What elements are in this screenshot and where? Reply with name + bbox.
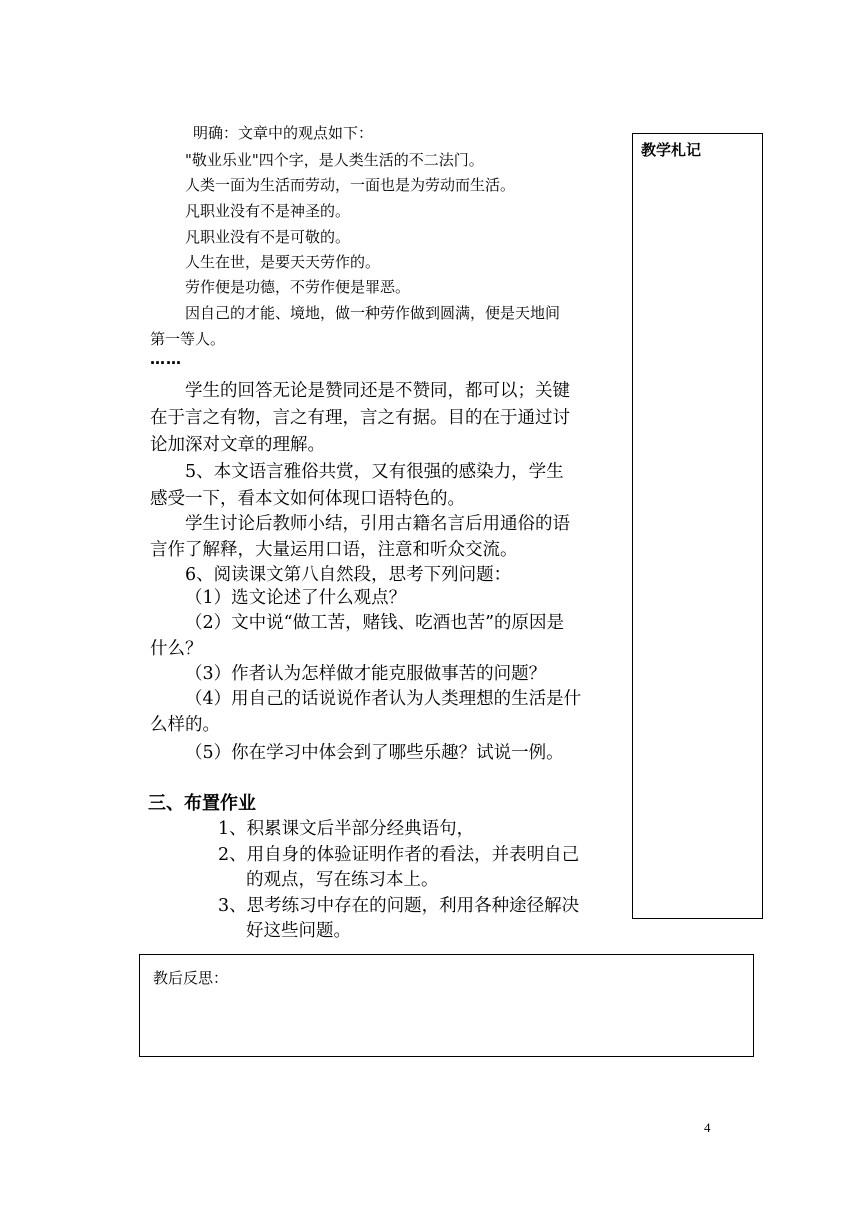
homework-line: 1、积累课文后半部分经典语句， bbox=[218, 819, 475, 839]
body-line: 6、阅读课文第八自然段，思考下列问题： bbox=[185, 565, 512, 585]
body-line: 感受一下，看本文如何体现口语特色的。 bbox=[150, 489, 465, 509]
body-line: （5）你在学习中体会到了哪些乐趣？试说一例。 bbox=[185, 743, 564, 763]
body-line: 言作了解释，大量运用口语，注意和听众交流。 bbox=[150, 540, 518, 560]
intro-line: 明确：文章中的观点如下： bbox=[193, 124, 374, 142]
reflection-box bbox=[139, 954, 754, 1057]
ellipsis: …… bbox=[150, 350, 182, 368]
page-number: 4 bbox=[704, 1120, 711, 1135]
reflection-label: 教后反思： bbox=[153, 969, 229, 987]
body-line: （2）文中说“做工苦，赌钱、吃酒也苦”的原因是 bbox=[185, 613, 565, 633]
body-line: （3）作者认为怎样做才能克服做事苦的问题？ bbox=[185, 664, 547, 684]
viewpoint-line: 人生在世，是要天天劳作的。 bbox=[185, 253, 381, 271]
viewpoint-line: 第一等人。 bbox=[150, 330, 226, 348]
homework-line: 好这些问题。 bbox=[246, 921, 351, 941]
homework-line: 3、思考练习中存在的问题，利用各种途径解决 bbox=[218, 896, 580, 916]
viewpoint-line: "敬业乐业"四个字，是人类生活的不二法门。 bbox=[185, 151, 484, 169]
body-line: （4）用自己的话说说作者认为人类理想的生活是什 bbox=[185, 689, 582, 709]
body-line: 5、本文语言雅俗共赏，又有很强的感染力，学生 bbox=[185, 462, 564, 482]
teaching-notes-title: 教学札记 bbox=[641, 141, 702, 159]
homework-line: 2、用自身的体验证明作者的看法，并表明自己 bbox=[218, 845, 580, 865]
teaching-notes-box bbox=[632, 133, 763, 919]
viewpoint-line: 凡职业没有不是可敬的。 bbox=[185, 228, 351, 246]
viewpoint-line: 因自己的才能、境地，做一种劳作做到圆满，便是天地间 bbox=[185, 304, 561, 322]
viewpoint-line: 凡职业没有不是神圣的。 bbox=[185, 202, 351, 220]
viewpoint-line: 人类一面为生活而劳动，一面也是为劳动而生活。 bbox=[185, 176, 516, 194]
homework-line: 的观点，写在练习本上。 bbox=[246, 870, 439, 890]
body-line: （1）选文论述了什么观点？ bbox=[185, 588, 407, 608]
body-line: 学生讨论后教师小结，引用古籍名言后用通俗的语 bbox=[185, 514, 570, 534]
body-line: 什么？ bbox=[150, 639, 203, 659]
body-line: 么样的。 bbox=[150, 715, 220, 735]
homework-heading: 三、布置作业 bbox=[148, 793, 256, 814]
body-line: 学生的回答无论是赞同还是不赞同，都可以；关键 bbox=[185, 381, 570, 401]
body-line: 论加深对文章的理解。 bbox=[150, 435, 325, 455]
viewpoint-line: 劳作便是功德，不劳作便是罪恶。 bbox=[185, 278, 411, 296]
body-line: 在于言之有物，言之有理，言之有据。目的在于通过讨 bbox=[150, 408, 570, 428]
